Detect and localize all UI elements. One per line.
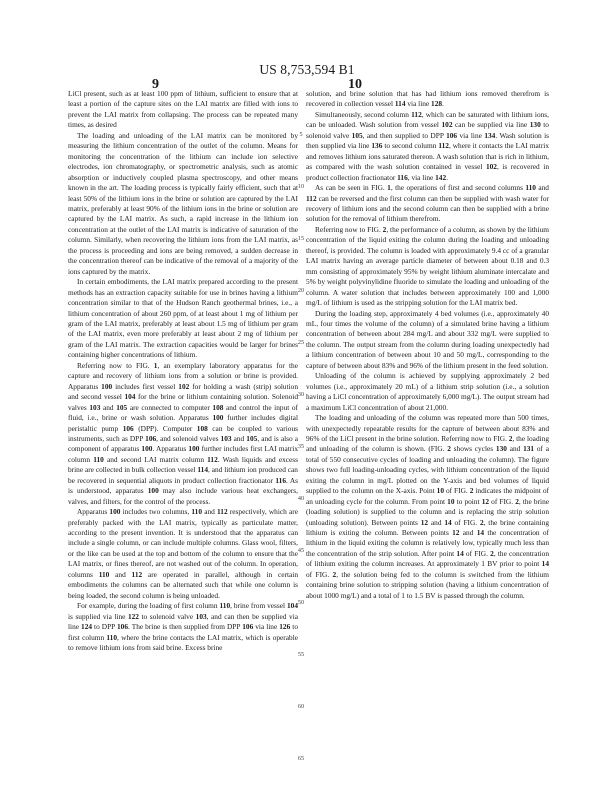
paragraph: During the loading step, approximately 4 bed volumes (i.e., approximately 40 mL, four times the volume of the column) of a simulated brine having a lithium concentration of between about 284 mg/L and about 332 mg/L were supplied to the column. The output stream from the column during loading unexpectedly had a lithium concentration of between about 10 and 50 mg/L, corresponding to the capture of between about 83% and 96% of the lithium present in the feed solution. xyxy=(306,308,549,370)
paragraph: solution, and brine solution that has had lithium ions removed therefrom is recovered in collection vessel 114 via line 128. xyxy=(306,89,549,109)
reference-numeral: 100 xyxy=(109,507,121,517)
paragraph: Apparatus 100 includes two columns, 110 and 112 respectively, which are preferably packed with the LAI matrix, typically as particulate matter, according to the present invention. It is understood that the apparatus can include a single column, or can include multiple columns. Glass wool, filters, or the like can be used at the top and bottom of the column to ensure that the LAI matrix, or fines thereof, are not washed out of the column. In operation, columns 110 and 112 are operated in parallel, although in certain embodiments the columns can be alternated such that while one column is being loaded, the second column is being unloaded. xyxy=(68,507,298,600)
reference-numeral: 134 xyxy=(484,130,496,140)
reference-numeral: 106 xyxy=(446,130,458,140)
reference-numeral: 112 xyxy=(207,454,218,464)
reference-numeral: 1 xyxy=(387,183,391,193)
reference-numeral: 100 xyxy=(101,381,113,391)
line-number: 60 xyxy=(297,703,305,710)
reference-numeral: 104 xyxy=(287,601,299,611)
reference-numeral: 2 xyxy=(508,433,513,443)
reference-numeral: 2 xyxy=(469,486,474,496)
reference-numeral: 114 xyxy=(197,465,209,475)
reference-numeral: 10 xyxy=(436,486,444,496)
reference-numeral: 114 xyxy=(394,99,406,109)
paragraph: Simultaneously, second column 112, which can be saturated with lithium ions, can be unloaded. Wash solution from vessel 102 can be supplied via line 130 to solenoid valve 105, and then supplied to DPP 106 via line 134. Wash solution is then supplied via line 136 to second column 112, where it contacts the LAI matrix and removes lithium ions saturated thereon. A wash solution that is rich in lithium, as compared with the wash solution contained in vessel 102, is recovered in product collection fractionator 116, via line 142. xyxy=(306,109,550,182)
line-number: 35 xyxy=(297,443,305,450)
reference-numeral: 112 xyxy=(438,141,449,151)
reference-numeral: 14 xyxy=(476,528,485,538)
reference-numeral: 112 xyxy=(411,109,422,119)
line-number: 10 xyxy=(297,183,305,190)
line-number: 65 xyxy=(297,755,305,762)
reference-numeral: 106 xyxy=(145,433,157,443)
reference-numeral: 102 xyxy=(485,162,497,172)
patent-number-header: US 8,753,594 B1 xyxy=(259,62,355,77)
paragraph: Referring now to FIG. 1, an exemplary laboratory apparatus for the capture and recovery of lithium ions from a solution or brine is provided. Apparatus 100 includes first vessel 102 for holding a wash (strip) solution and second vessel 104 for the brine or lithium containing solution. Solenoid valves 103 and 105 are connected to computer 108 and control the input of fluid, i.e., brine or wash solution. Apparatus 100 further includes digital peristaltic pump 106 (DPP). Computer 108 can be coupled to various instruments, such as DPP 106, and solenoid valves 103 and 105, and is also a component of apparatus 100. Apparatus 100 further includes first LAI matrix column 110 and second LAI matrix column 112. Wash liquids and excess brine are collected in bulk collection vessel 114, and lithium ion produced can be recovered in sequential aliquots in product collection fractionator 116. As is understood, apparatus 100 may also include various heat exchangers, valves, and filters, for the control of the process. xyxy=(68,360,299,506)
reference-numeral: 136 xyxy=(371,141,383,151)
reference-numeral: 105 xyxy=(246,433,258,443)
reference-numeral: 110 xyxy=(525,183,536,193)
line-number-gutter xyxy=(0,89,614,789)
reference-numeral: 106 xyxy=(242,622,254,632)
reference-numeral: 102 xyxy=(441,120,453,130)
reference-numeral: 110 xyxy=(98,569,110,579)
reference-numeral: 14 xyxy=(456,548,464,558)
reference-numeral: 126 xyxy=(279,622,291,632)
paragraph: In certain embodiments, the LAI matrix prepared according to the present methods has an extraction capacity suitable for use in brines having a lithium concentration similar to that of the Hudson Ranch geothermal brines, i.e., a lithium concentration of about 260 ppm, of at least about 1 mg of lithium per gram of the LAI matrix, preferably at least about 1.5 mg of lithium per gram of the LAI matrix, even more preferably at least about 2 mg of lithium per gram of the LAI matrix. The extraction capacities would be larger for brines containing higher concentrations of lithium. xyxy=(68,277,298,360)
reference-numeral: 12 xyxy=(481,496,490,506)
reference-numeral: 12 xyxy=(452,528,460,538)
paragraph: The loading and unloading of the column was repeated more than 500 times, with unexpectedly repeatable results for the capture of between about 83% and 96% of the LiCl present in the brine solution. Referring now to FIG. 2, the loading and unloading of the column is shown. (FIG. 2 shows cycles 130 and 131 of a total of 550 consecutive cycles of loading and unloading the column). The figure shows two full loading-unloading cycles, with lithium concentration of the liquid exiting the column in mg/L plotted on the Y-axis and bed volumes of liquid supplied to the column on the X-axis. Point 10 of FIG. 2 indicates the midpoint of an unloading cycle for the column. From point 10 to point 12 of FIG. 2, the brine (loading solution) is supplied to the column and is replacing the strip solution (unloading solution). Between points 12 and 14 of FIG. 2, the brine containing lithium is exiting the column. Between points 12 and 14 the concentration of lithium in the liquid exiting the column is relatively low, typically much less than the concentration of the strip solution. After point 14 of FIG. 2, the concentration of lithium exiting the column increases. At approximately 1 BV prior to point 14 of FIG. 2, the solution being fed to the column is switched from the lithium containing brine solution to stripping solution (having a lithium concentration of about 1000 mg/L) and a total of 1 to 1.5 BV is passed through the column. xyxy=(306,413,550,600)
line-number: 25 xyxy=(297,339,305,346)
reference-numeral: 14 xyxy=(444,517,452,527)
reference-numeral: 130 xyxy=(495,444,507,454)
line-number: 30 xyxy=(297,391,305,398)
reference-numeral: 105 xyxy=(116,402,128,412)
column-number-left: 9 xyxy=(152,77,159,92)
reference-numeral: 108 xyxy=(212,402,224,412)
reference-numeral: 110 xyxy=(219,601,231,611)
reference-numeral: 14 xyxy=(541,559,549,569)
reference-numeral: 100 xyxy=(212,413,224,423)
reference-numeral: 108 xyxy=(196,423,208,433)
reference-numeral: 2 xyxy=(479,517,484,527)
reference-numeral: 2 xyxy=(332,569,337,579)
reference-numeral: 142 xyxy=(435,172,447,182)
reference-numeral: 12 xyxy=(420,517,429,527)
reference-numeral: 112 xyxy=(131,569,143,579)
reference-numeral: 122 xyxy=(127,611,139,621)
reference-numeral: 103 xyxy=(220,433,232,443)
column-number-right: 10 xyxy=(348,77,362,92)
reference-numeral: 103 xyxy=(89,402,101,412)
reference-numeral: 100 xyxy=(188,444,200,454)
reference-numeral: 110 xyxy=(106,632,118,642)
reference-numeral: 2 xyxy=(447,444,451,454)
reference-numeral: 2 xyxy=(382,224,387,234)
reference-numeral: 100 xyxy=(147,486,159,496)
line-number: 50 xyxy=(297,599,305,606)
paragraph: Unloading of the column is achieved by supplying approximately 2 bed volumes (i.e., approximately 20 mL) of a lithium strip solution (i.e., a solution having a LiCl concentration of approximately 6,000 mg/L). The output stream had a maximum LiCl concentration of about 21,000. xyxy=(306,371,549,412)
reference-numeral: 112 xyxy=(306,193,317,203)
reference-numeral: 105 xyxy=(351,130,363,140)
reference-numeral: 112 xyxy=(217,507,228,517)
reference-numeral: 103 xyxy=(195,611,207,621)
reference-numeral: 116 xyxy=(397,172,408,182)
paragraph: For example, during the loading of first column 110, brine from vessel 104 is supplied via line 122 to solenoid valve 103, and can then be supplied via line 124 to DPP 106. The brine is then supplied from DPP 106 via line 126 to first column 110, where the brine contacts the LAI matrix, which is operable to remove lithium ions from said brine. Excess brine xyxy=(68,601,299,653)
reference-numeral: 100 xyxy=(141,444,153,454)
reference-numeral: 130 xyxy=(529,120,541,130)
line-number: 40 xyxy=(297,495,305,502)
line-number: 20 xyxy=(297,287,305,294)
reference-numeral: 104 xyxy=(124,392,136,402)
reference-numeral: 128 xyxy=(431,99,443,109)
reference-numeral: 110 xyxy=(93,454,104,464)
paragraph: The loading and unloading of the LAI matrix can be monitored by measuring the lithium concentration of the outlet of the column. Means for monitoring the concentration of the lithium can include ion selective electrodes, ion chromatography, or spectrometric analysis, such as atomic absorption or inductively coupled plasma spectroscopy, and other means known in the art. The loading process is typically fairly efficient, such that at least 50% of the lithium ions in the brine or solution are captured by the LAI matrix, preferably at least 90% of the lithium ions in the brine or solution are captured by the LAI matrix. As such, a rapid increase in the lithium ion concentration at the outlet of the LAI matrix is indicative of saturation of the column. Similarly, when recovering the lithium ions from the LAI matrix, as the process is proceeding and ions are being removed, a sudden decrease in the concentration thereof can be indicative of the removal of a majority of the ions captured by the matrix. xyxy=(68,130,298,276)
reference-numeral: 1 xyxy=(153,360,158,370)
reference-numeral: 106 xyxy=(122,423,134,433)
reference-numeral: 106 xyxy=(117,622,129,632)
line-number: 5 xyxy=(299,131,303,138)
reference-numeral: 131 xyxy=(523,444,535,454)
paragraph: Referring now to FIG. 2, the performance of a column, as shown by the lithium concentration of the liquid exiting the column during the loading and unloading thereof, is provided. The column is loaded with approximately 9.4 cc of a granular LAI matrix having an average particle diameter of between about 0.18 and 0.3 mm consisting of approximately 95% by weight lithium aluminate intercalate and 5% by weight polyvinylidine fluoride to simulate the loading and unloading of the column. A water solution that includes between approximately 100 and 1,000 mg/L of lithium is used as the stripping solution for the LAI matrix bed. xyxy=(306,224,549,308)
reference-numeral: 116 xyxy=(275,475,287,485)
reference-numeral: 2 xyxy=(515,496,519,506)
paragraph: As can be seen in FIG. 1, the operations of first and second columns 110 and 112 can be reversed and the first column can then be supplied with wash water for recovery of lithium ions and the second column can then be supplied with a brine solution for the removal of lithium therefrom. xyxy=(306,183,549,224)
reference-numeral: 110 xyxy=(191,507,203,517)
reference-numeral: 2 xyxy=(490,548,494,558)
reference-numeral: 124 xyxy=(81,622,93,632)
line-number: 45 xyxy=(297,547,305,554)
paragraph: LiCl present, such as at least 100 ppm of lithium, sufficient to ensure that at least a portion of the capture sites on the LAI matrix are filled with ions to prevent the LAI matrix from collapsing. The process can be repeated many times, as desired xyxy=(68,89,298,130)
reference-numeral: 10 xyxy=(447,496,455,506)
line-number: 15 xyxy=(297,235,305,242)
reference-numeral: 102 xyxy=(178,381,190,391)
line-number: 55 xyxy=(297,651,305,658)
